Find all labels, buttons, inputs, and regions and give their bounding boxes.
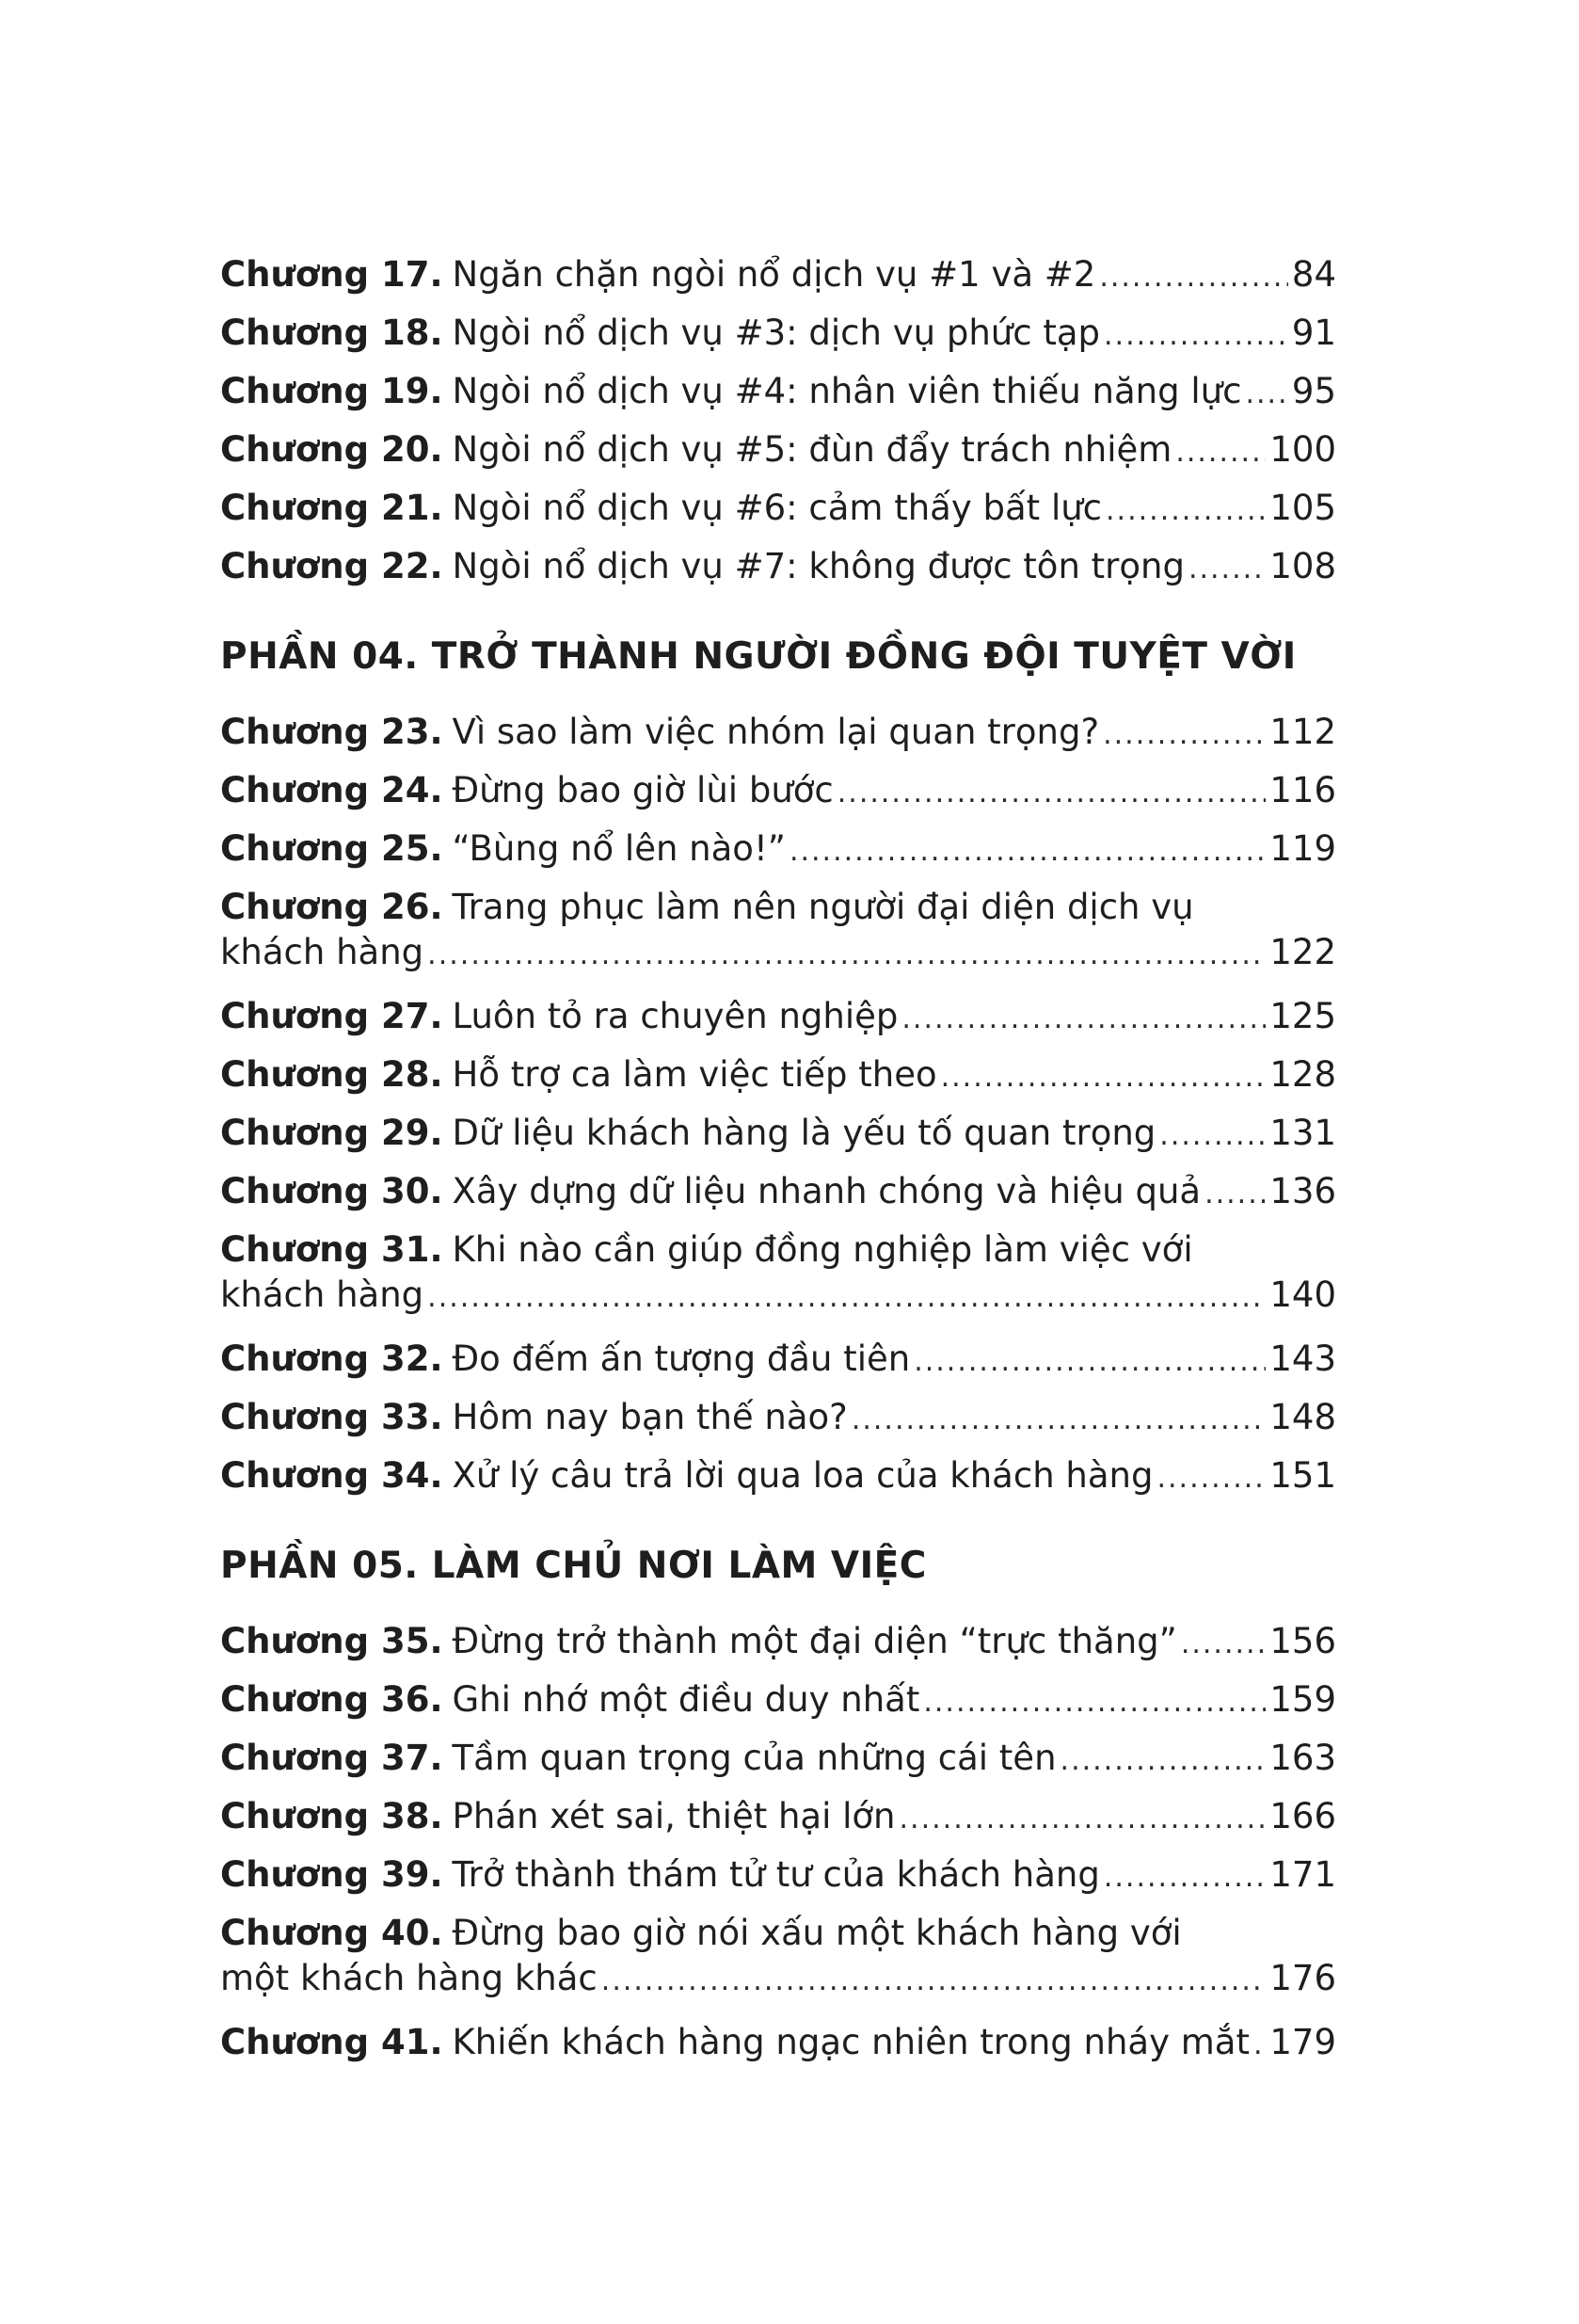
page-number: 84	[1291, 254, 1336, 295]
toc-entry[interactable]	[220, 988, 1336, 1047]
dot-leader	[900, 1791, 1267, 1847]
dot-leader	[1103, 707, 1266, 762]
toc-entry[interactable]	[220, 879, 1336, 978]
chapter-title: Tầm quan trọng của những cái tên	[452, 1738, 1057, 1778]
toc-entry[interactable]	[220, 1730, 1336, 1788]
page-number: 125	[1269, 996, 1336, 1036]
toc-entry[interactable]	[220, 480, 1336, 538]
chapter-title-continued: khách hàng	[220, 932, 424, 972]
dot-leader	[1204, 1166, 1266, 1222]
dot-leader	[427, 933, 1266, 978]
page-number: 122	[1269, 932, 1336, 972]
chapter-title: Hỗ trợ ca làm việc tiếp theo	[452, 1054, 937, 1095]
toc-entry[interactable]	[220, 704, 1336, 762]
dot-leader	[427, 1275, 1266, 1321]
section-title: PHẦN 05. LÀM CHỦ NƠI LÀM VIỆC	[220, 1545, 927, 1587]
chapter-label: Chương 29.	[220, 1113, 443, 1153]
chapter-title-continued: khách hàng	[220, 1274, 424, 1315]
dot-leader	[837, 765, 1267, 821]
chapter-title: Đừng bao giờ nói xấu một khách hàng với	[452, 1913, 1182, 1953]
chapter-title: Ngăn chặn ngòi nổ dịch vụ #1 và #2	[452, 254, 1096, 295]
toc-entry[interactable]	[220, 538, 1336, 597]
chapter-label: Chương 34.	[220, 1455, 443, 1496]
toc-entry[interactable]	[220, 2014, 1336, 2073]
dot-leader	[1099, 249, 1288, 305]
toc-entry-first-line	[220, 1911, 1336, 1956]
toc-list	[220, 247, 1336, 2073]
chapter-label: Chương 38.	[220, 1796, 443, 1836]
dot-leader	[852, 1392, 1267, 1448]
toc-entry[interactable]	[220, 762, 1336, 821]
page-number: 159	[1269, 1679, 1336, 1720]
chapter-label: Chương 30.	[220, 1171, 443, 1211]
toc-entry[interactable]	[220, 363, 1336, 422]
page-number: 119	[1269, 828, 1336, 869]
dot-leader	[1156, 1450, 1266, 1506]
page-number: 140	[1269, 1274, 1336, 1315]
chapter-title: Ghi nhớ một điều duy nhất	[452, 1679, 920, 1720]
chapter-label: Chương 41.	[220, 2022, 443, 2062]
page-number: 151	[1269, 1455, 1336, 1496]
toc-entry-first-line	[220, 885, 1336, 930]
chapter-title: Đừng bao giờ lùi bước	[452, 770, 834, 810]
page-number: 176	[1269, 1958, 1336, 1998]
toc-entry[interactable]	[220, 422, 1336, 480]
chapter-label: Chương 17.	[220, 254, 443, 295]
chapter-label: Chương 26.	[220, 887, 443, 927]
page-number: 166	[1269, 1796, 1336, 1836]
toc-entry[interactable]	[220, 1163, 1336, 1222]
page-number: 136	[1269, 1171, 1336, 1211]
toc-entry[interactable]	[220, 1613, 1336, 1672]
chapter-title: Đo đếm ấn tượng đầu tiên	[452, 1338, 911, 1379]
dot-leader	[1181, 1616, 1267, 1672]
dot-leader	[1106, 483, 1266, 538]
page-number: 143	[1269, 1338, 1336, 1379]
chapter-label: Chương 22.	[220, 546, 443, 586]
chapter-title: Vì sao làm việc nhóm lại quan trọng?	[452, 712, 1100, 752]
chapter-label: Chương 36.	[220, 1679, 443, 1720]
chapter-title: Khiến khách hàng ngạc nhiên trong nháy mắt	[452, 2022, 1250, 2062]
dot-leader	[901, 991, 1266, 1047]
dot-leader	[923, 1675, 1266, 1730]
chapter-title: Ngòi nổ dịch vụ #7: không được tôn trọng	[452, 546, 1185, 586]
dot-leader	[1175, 425, 1266, 480]
chapter-title: Ngòi nổ dịch vụ #5: đùn đẩy trách nhiệm	[452, 429, 1172, 470]
page-number: 108	[1269, 546, 1336, 586]
dot-leader	[1104, 308, 1288, 363]
chapter-label: Chương 23.	[220, 712, 443, 752]
dot-leader	[1159, 1108, 1266, 1163]
page-number: 156	[1269, 1621, 1336, 1661]
page-number: 116	[1269, 770, 1336, 810]
dot-leader	[601, 1959, 1267, 2004]
chapter-title: Ngòi nổ dịch vụ #6: cảm thấy bất lực	[452, 488, 1103, 528]
toc-entry-second-line	[220, 1956, 1336, 2004]
chapter-label: Chương 33.	[220, 1397, 443, 1437]
chapter-title: Trang phục làm nên người đại diện dịch vụ	[452, 887, 1194, 927]
page-number: 95	[1291, 371, 1336, 411]
page-number: 91	[1291, 313, 1336, 353]
chapter-label: Chương 25.	[220, 828, 443, 869]
dot-leader	[1061, 1733, 1267, 1788]
dot-leader	[941, 1050, 1267, 1105]
toc-entry[interactable]	[220, 247, 1336, 305]
chapter-label: Chương 32.	[220, 1338, 443, 1379]
chapter-label: Chương 20.	[220, 429, 443, 470]
section-title: PHẦN 04. TRỞ THÀNH NGƯỜI ĐỒNG ĐỘI TUYỆT VỜI	[220, 635, 1297, 678]
dot-leader	[1245, 366, 1287, 422]
toc-entry[interactable]	[220, 1105, 1336, 1163]
toc-entry-first-line	[220, 1227, 1336, 1273]
chapter-title: Hôm nay bạn thế nào?	[452, 1397, 848, 1437]
toc-entry[interactable]	[220, 1448, 1336, 1506]
dot-leader	[1188, 541, 1266, 597]
chapter-title: Đừng trở thành một đại diện “trực thăng”	[452, 1621, 1177, 1661]
chapter-label: Chương 31.	[220, 1229, 443, 1270]
toc-entry[interactable]	[220, 305, 1336, 363]
toc-entry[interactable]	[220, 1331, 1336, 1389]
chapter-label: Chương 18.	[220, 313, 443, 353]
toc-entry[interactable]	[220, 1222, 1336, 1321]
chapter-label: Chương 24.	[220, 770, 443, 810]
chapter-title: Ngòi nổ dịch vụ #3: dịch vụ phức tạp	[452, 313, 1100, 353]
chapter-label: Chương 21.	[220, 488, 443, 528]
toc-entry[interactable]	[220, 1905, 1336, 2004]
page-number: 148	[1269, 1397, 1336, 1437]
chapter-title: “Bùng nổ lên nào!”	[452, 828, 786, 869]
dot-leader	[1253, 2017, 1266, 2073]
page-number: 100	[1269, 429, 1336, 470]
dot-leader	[1104, 1850, 1267, 1905]
dot-leader	[914, 1334, 1266, 1389]
toc-entry-second-line	[220, 930, 1336, 978]
chapter-title-continued: một khách hàng khác	[220, 1958, 598, 1998]
dot-leader	[790, 824, 1266, 879]
toc-entry-second-line	[220, 1273, 1336, 1321]
chapter-title: Luôn tỏ ra chuyên nghiệp	[452, 996, 899, 1036]
chapter-title: Ngòi nổ dịch vụ #4: nhân viên thiếu năng lực	[452, 371, 1242, 411]
chapter-label: Chương 35.	[220, 1621, 443, 1661]
chapter-title: Xây dựng dữ liệu nhanh chóng và hiệu quả	[452, 1171, 1202, 1211]
toc-entry[interactable]	[220, 1788, 1336, 1847]
page-number: 179	[1269, 2022, 1336, 2062]
chapter-label: Chương 19.	[220, 371, 443, 411]
page-number: 131	[1269, 1113, 1336, 1153]
chapter-label: Chương 40.	[220, 1913, 443, 1953]
toc-entry[interactable]	[220, 1672, 1336, 1730]
toc-entry[interactable]	[220, 1047, 1336, 1105]
page-number: 171	[1269, 1854, 1336, 1895]
chapter-title: Trở thành thám tử tư của khách hàng	[452, 1854, 1100, 1895]
chapter-label: Chương 27.	[220, 996, 443, 1036]
chapter-title: Phán xét sai, thiệt hại lớn	[452, 1796, 896, 1836]
toc-entry[interactable]	[220, 1847, 1336, 1905]
chapter-label: Chương 37.	[220, 1738, 443, 1778]
page-number: 112	[1269, 712, 1336, 752]
page-number: 163	[1269, 1738, 1336, 1778]
chapter-title: Dữ liệu khách hàng là yếu tố quan trọng	[452, 1113, 1156, 1153]
chapter-title: Xử lý câu trả lời qua loa của khách hàng	[452, 1455, 1154, 1496]
page-number: 105	[1269, 488, 1336, 528]
chapter-label: Chương 28.	[220, 1054, 443, 1095]
chapter-title: Khi nào cần giúp đồng nghiệp làm việc với	[452, 1229, 1193, 1270]
page-number: 128	[1269, 1054, 1336, 1095]
toc-entry[interactable]	[220, 821, 1336, 879]
toc-entry[interactable]	[220, 1389, 1336, 1448]
chapter-label: Chương 39.	[220, 1854, 443, 1895]
